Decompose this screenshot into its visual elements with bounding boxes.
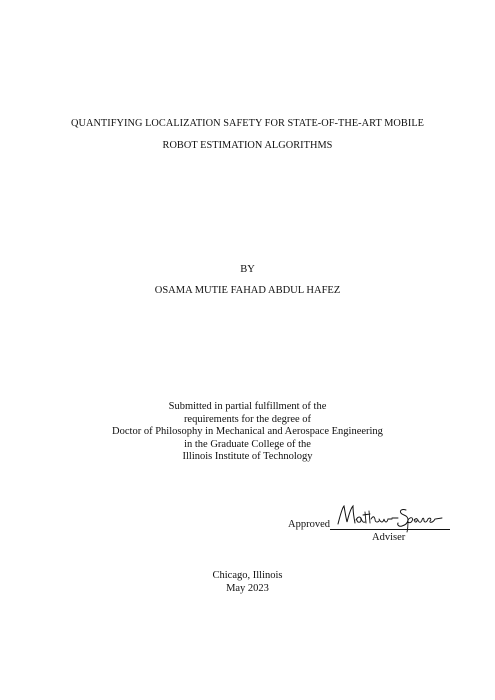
thesis-title-line-1: QUANTIFYING LOCALIZATION SAFETY FOR STATE-OF-THE-ART MOBILE — [70, 118, 424, 129]
thesis-title-line-2: ROBOT ESTIMATION ALGORITHMS — [162, 140, 333, 151]
location: Chicago, Illinois — [212, 570, 283, 581]
submission-line: Illinois Institute of Technology — [182, 451, 313, 462]
submission-line: requirements for the degree of — [183, 413, 312, 425]
submission-line: Submitted in partial fulfillment of the — [168, 401, 327, 412]
submission-date: May 2023 — [226, 583, 269, 594]
signature-line — [330, 529, 450, 530]
adviser-label: Adviser — [372, 532, 406, 543]
author-name: OSAMA MUTIE FAHAD ABDUL HAFEZ — [154, 285, 341, 296]
approved-label: Approved — [288, 519, 330, 530]
submission-line: Doctor of Philosophy in Mechanical and Aerospace Engineering — [112, 426, 383, 437]
submission-line: in the Graduate College of the — [184, 438, 311, 450]
submission-statement — [0, 401, 495, 464]
approval-block — [288, 508, 458, 548]
by-label: BY — [240, 264, 255, 275]
